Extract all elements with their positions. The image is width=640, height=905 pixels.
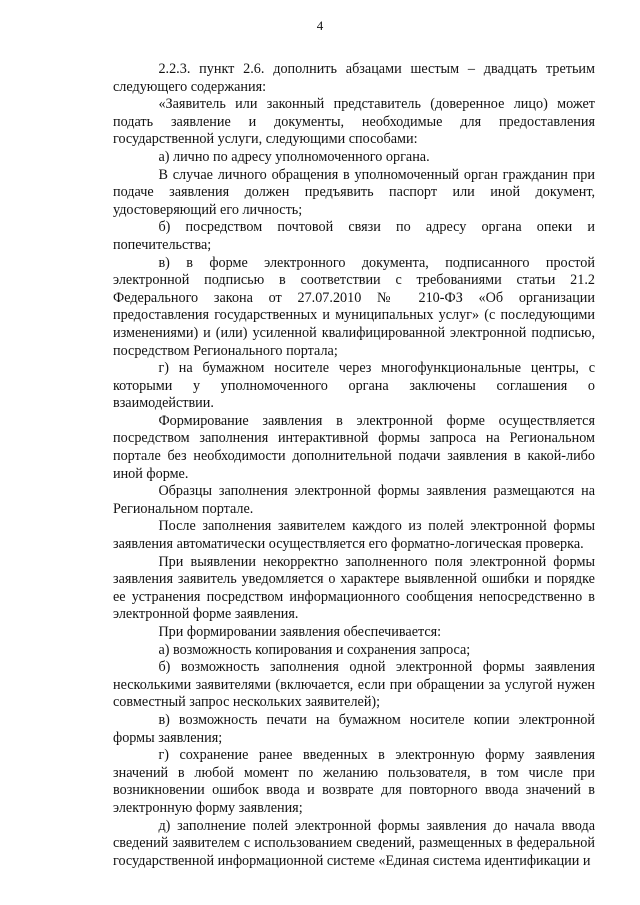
paragraph: Формирование заявления в электронной форме осуществляется посредством заполнения интерактивной формы запроса на Региональном портале без необходимости дополнительной подачи заявления в какой-либо иной форме. <box>113 412 595 482</box>
paragraph: г) сохранение ранее введенных в электронную форму заявления значений в любой момент по желанию пользователя, в том числе при возникновении ошибок ввода и возврате для повторного ввода значений в электронную форму заявления; <box>113 747 595 816</box>
paragraph: При выявлении некорректно заполненного поля электронной формы заявления заявитель уведомляется о характере выявленной ошибки и порядке ее устранения посредством информационного сообщения непосредственно в электронной форме заявления. <box>113 553 595 623</box>
paragraph: Образцы заполнения электронной формы заявления размещаются на Региональном портале. <box>113 483 595 517</box>
paragraph: б) возможность заполнения одной электронной формы заявления несколькими заявителями (включается, если при обращении за услугой нужен совместный запрос нескольких заявителей); <box>113 659 595 711</box>
paragraph: После заполнения заявителем каждого из полей электронной формы заявления автоматически осуществляется его форматно-логическая проверка. <box>113 518 595 553</box>
paragraph: в) в форме электронного документа, подписанного простой электронной подписью в соответствии с требованиями статьи 21.2 Федерального закона от 27.07.2010 № 210-ФЗ «Об организации предоставления государственных и муниципальных услуг» (с последующими изменениями) и (или) усиленной квалифицированной электронной подписью, посредством Регионального портала; <box>113 254 595 359</box>
paragraph: При формировании заявления обеспечивается: <box>158 624 442 640</box>
paragraph: а) лично по адресу уполномоченного органа. <box>158 148 430 165</box>
paragraph: г) на бумажном носителе через многофункциональные центры, с которыми у уполномоченного органа заключены соглашения о взаимодействии. <box>113 360 595 412</box>
page-number: 4 <box>316 18 324 33</box>
document-body <box>113 61 595 870</box>
paragraph: д) заполнение полей электронной формы заявления до начала ввода сведений заявителем с использованием сведений, размещенных в федеральной государственной информационной системе «Единая система идентификации и <box>113 817 595 869</box>
paragraph: б) посредством почтовой связи по адресу органа опеки и попечительства; <box>113 219 595 253</box>
paragraph: 2.2.3. пункт 2.6. дополнить абзацами шестым – двадцать третьим следующего содержания: <box>113 61 595 95</box>
paragraph: «Заявитель или законный представитель (доверенное лицо) может подать заявление и документы, необходимые для предоставления государственной услуги, следующими способами: <box>113 96 595 148</box>
paragraph: а) возможность копирования и сохранения запроса; <box>158 641 471 658</box>
paragraph: В случае личного обращения в уполномоченный орган гражданин при подаче заявления должен предъявить паспорт или иной документ, удостоверяющий его личность; <box>113 166 595 218</box>
paragraph: в) возможность печати на бумажном носителе копии электронной формы заявления; <box>113 711 595 746</box>
